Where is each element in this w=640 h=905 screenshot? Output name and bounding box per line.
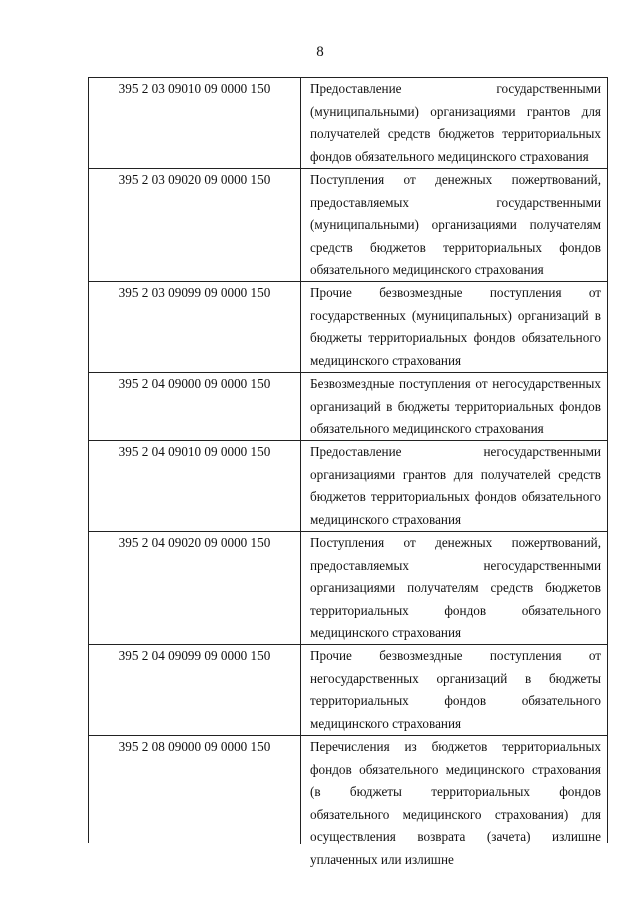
table-row: [89, 373, 607, 441]
description-cell: Предоставление негосударственными организациями грантов для получателей средств бюджетов территориальных фондов обязательного медицинского страхования: [310, 444, 601, 527]
description-cell: Прочие безвозмездные поступления от негосударственных организаций в бюджеты территориальных фондов обязательного медицинского страхования: [310, 648, 601, 731]
description-cell: Безвозмездные поступления от негосударственных организаций в бюджеты территориальных фондов обязательного медицинского страхования: [310, 376, 601, 436]
budget-code-cell: 395 2 08 09000 09 0000 150: [89, 736, 301, 844]
table-row: [89, 169, 607, 282]
table-row: [89, 532, 607, 645]
description-cell: Перечисления из бюджетов территориальных фондов обязательного медицинского страхования (в бюджеты территориальных фондов обязательного медицинского страхования) для осуществления возврата (зачета) излишне уплаченных или излишне: [310, 739, 601, 867]
table-row: [89, 282, 607, 373]
budget-code-cell: 395 2 04 09010 09 0000 150: [89, 441, 301, 531]
page-number: 8: [316, 44, 324, 60]
budget-code-cell: 395 2 04 09000 09 0000 150: [89, 373, 301, 440]
budget-code-cell: 395 2 04 09099 09 0000 150: [89, 645, 301, 735]
table-row: [89, 78, 607, 169]
table-row: [89, 441, 607, 532]
description-cell: Предоставление государственными (муниципальными) организациями грантов для получателей средств бюджетов территориальных фондов обязательного медицинского страхования: [310, 81, 601, 164]
description-cell: Поступления от денежных пожертвований, предоставляемых государственными (муниципальными) организациями получателям средств бюджетов территориальных фондов обязательного медицинского страхования: [310, 172, 601, 277]
budget-code-cell: 395 2 04 09020 09 0000 150: [89, 532, 301, 644]
table-row: [89, 645, 607, 736]
description-cell: Поступления от денежных пожертвований, предоставляемых негосударственными организациями получателям средств бюджетов территориальных фондов обязательного медицинского страхования: [310, 535, 601, 640]
description-cell: Прочие безвозмездные поступления от государственных (муниципальных) организаций в бюджеты территориальных фондов обязательного медицинского страхования: [310, 285, 601, 368]
budget-code-table: [88, 77, 608, 867]
budget-code-cell: 395 2 03 09020 09 0000 150: [89, 169, 301, 281]
table-row: [89, 736, 607, 867]
budget-code-cell: 395 2 03 09099 09 0000 150: [89, 282, 301, 372]
budget-code-cell: 395 2 03 09010 09 0000 150: [89, 78, 301, 168]
